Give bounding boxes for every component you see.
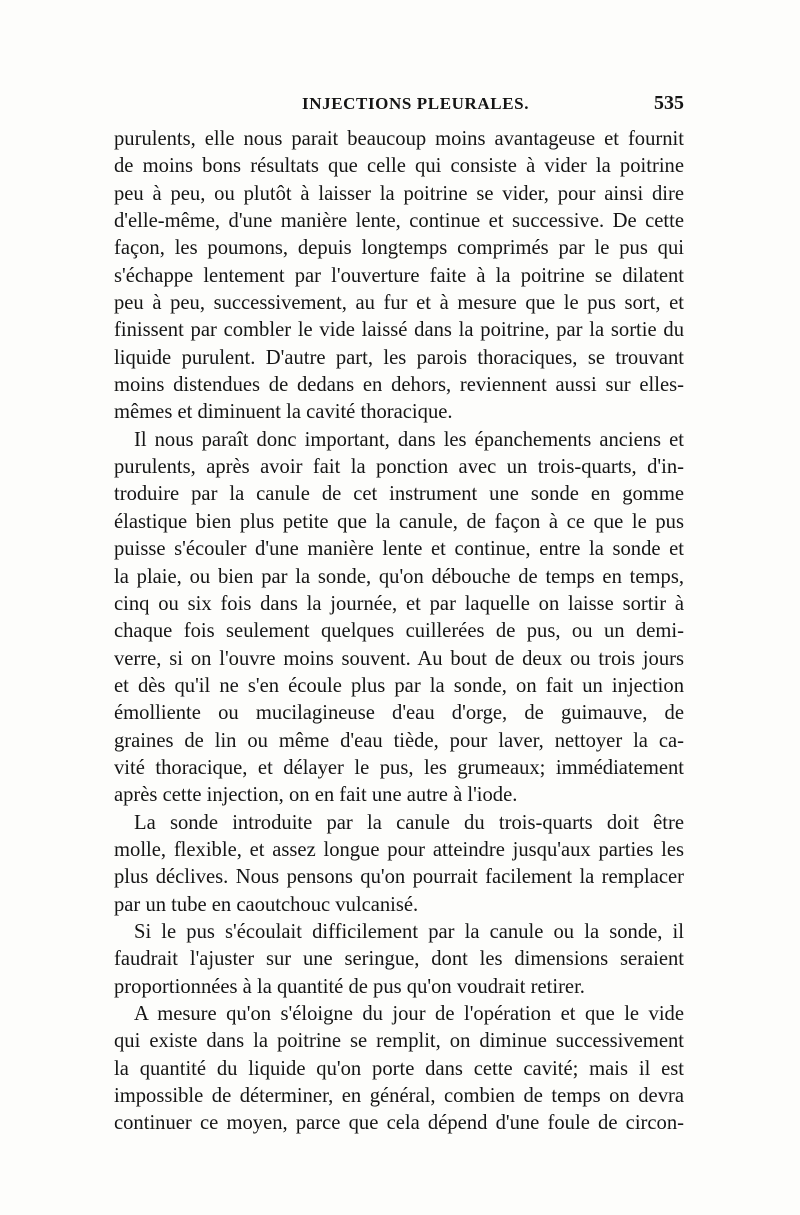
- text-line: de moins bons résultats que celle qui consiste à vider la poitrine: [114, 155, 684, 178]
- paragraph-5: [114, 1001, 684, 1138]
- text-line: impossible de déterminer, en général, combien de temps on devra: [114, 1085, 684, 1108]
- text-line: élastique bien plus petite que la canule, de façon à ce que le pus: [114, 510, 684, 533]
- text-line: proportionnées à la quantité de pus qu'on voudrait retirer.: [114, 975, 585, 998]
- text-line: vité thoracique, et délayer le pus, les grumeaux; immédiatement: [114, 756, 684, 779]
- text-line: molle, flexible, et assez longue pour atteindre jusqu'aux parties les: [114, 838, 684, 861]
- text-line: façon, les poumons, depuis longtemps comprimés par le pus qui: [114, 237, 684, 260]
- text-line: d'elle-même, d'une manière lente, continue et successive. De cette: [114, 210, 684, 233]
- text-line: et dès qu'il ne s'en écoule plus par la sonde, on fait un injection: [114, 674, 684, 697]
- paragraph-2: [114, 427, 684, 810]
- paragraph-3: [114, 810, 684, 919]
- paragraph-4: [114, 919, 684, 1001]
- text-line: faudrait l'ajuster sur une seringue, dont les dimensions seraient: [114, 948, 684, 971]
- text-line: peu à peu, ou plutôt à laisser la poitrine se vider, pour ainsi dire: [114, 182, 684, 205]
- text-line: Il nous paraît donc important, dans les épanchements anciens et: [134, 428, 684, 451]
- text-line: puisse s'écouler d'une manière lente et continue, entre la sonde et: [114, 538, 684, 561]
- text-line: purulents, après avoir fait la ponction avec un trois-quarts, d'in-: [114, 456, 684, 479]
- running-head-title: INJECTIONS PLEURALES.: [302, 94, 530, 113]
- text-line: La sonde introduite par la canule du trois-quarts doit être: [134, 811, 684, 834]
- text-line: peu à peu, successivement, au fur et à mesure que le pus sort, et: [114, 292, 684, 315]
- text-line: verre, si on l'ouvre moins souvent. Au bout de deux ou trois jours: [114, 647, 684, 670]
- text-line: liquide purulent. D'autre part, les parois thoraciques, se trouvant: [114, 346, 684, 369]
- text-line: qui existe dans la poitrine se remplit, on diminue successivement: [114, 1030, 684, 1053]
- text-line: plus déclives. Nous pensons qu'on pourrait facilement la remplacer: [114, 866, 684, 889]
- paragraph-1: [114, 126, 684, 427]
- text-line: A mesure qu'on s'éloigne du jour de l'opération et que le vide: [134, 1003, 684, 1025]
- text-line: après cette injection, on en fait une autre à l'iode.: [114, 784, 518, 807]
- text-line: la plaie, ou bien par la sonde, qu'on débouche de temps en temps,: [114, 565, 684, 588]
- text-line: la quantité du liquide qu'on porte dans cette cavité; mais il est: [114, 1057, 684, 1080]
- running-head: [114, 94, 684, 122]
- text-line: émolliente ou mucilagineuse d'eau d'orge, de guimauve, de: [114, 702, 684, 725]
- text-line: troduire par la canule de cet instrument une sonde en gomme: [114, 483, 684, 506]
- text-line: cinq ou six fois dans la journée, et par laquelle on laisse sortir à: [114, 592, 684, 615]
- text-line: moins distendues de dedans en dehors, reviennent aussi sur elles-: [114, 374, 684, 397]
- text-line: finissent par combler le vide laissé dans la poitrine, par la sortie du: [114, 319, 684, 342]
- text-line: continuer ce moyen, parce que cela dépend d'une foule de circon-: [114, 1112, 684, 1135]
- text-line: mêmes et diminuent la cavité thoracique.: [114, 401, 453, 424]
- text-line: Si le pus s'écoulait difficilement par la canule ou la sonde, il: [134, 920, 684, 943]
- text-line: purulents, elle nous parait beaucoup moins avantageuse et fournit: [114, 128, 684, 150]
- text-line: s'échappe lentement par l'ouverture faite à la poitrine se dilatent: [114, 264, 684, 287]
- text-line: chaque fois seulement quelques cuillerées de pus, ou un demi-: [114, 620, 684, 643]
- text-line: par un tube en caoutchouc vulcanisé.: [114, 893, 419, 916]
- page-number: 535: [654, 92, 684, 114]
- text-line: graines de lin ou même d'eau tiède, pour laver, nettoyer la ca-: [114, 729, 684, 752]
- body-text: [114, 126, 684, 1138]
